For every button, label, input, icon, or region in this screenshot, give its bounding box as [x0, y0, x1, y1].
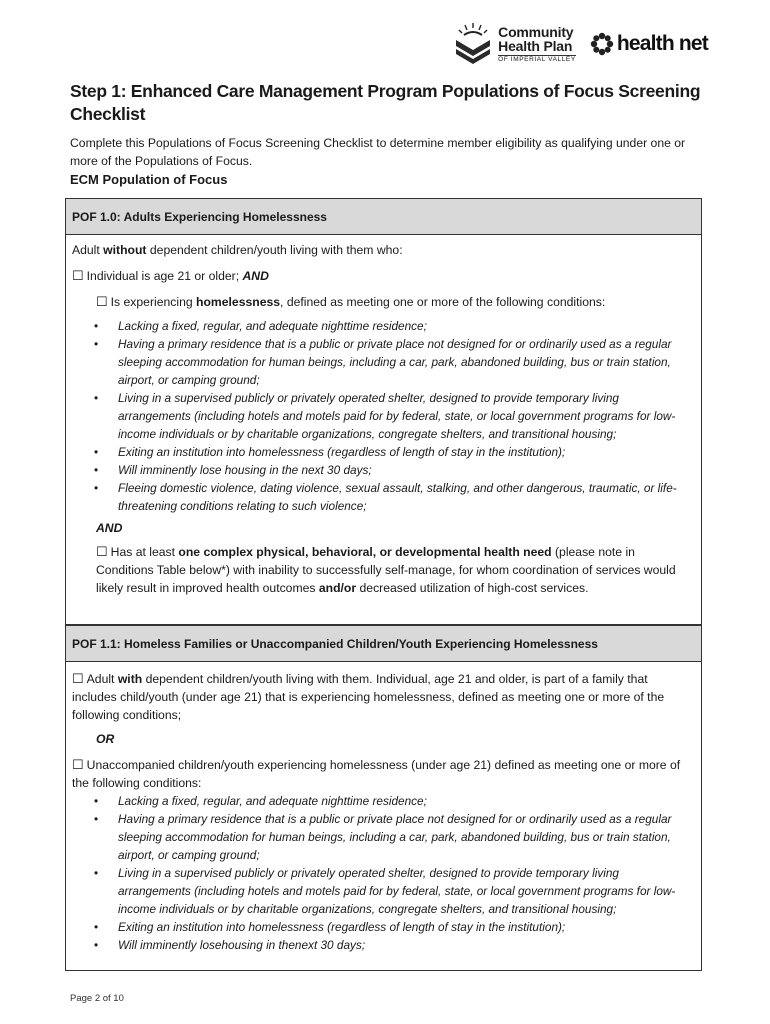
pof-1-0-box: [65, 198, 702, 625]
and-connector: AND: [242, 269, 269, 283]
criterion-age-text: Individual is age 21 or older;: [86, 269, 243, 283]
checkbox[interactable]: ☐: [72, 671, 84, 686]
checkbox[interactable]: ☐: [72, 268, 84, 283]
pof-1-0-title: POF 1.0: Adults Experiencing Homelessness: [66, 199, 701, 235]
pof-1-0-conditions: [72, 317, 695, 515]
condition-item: • Lacking a fixed, regular, and adequate nighttime residence;: [118, 792, 695, 810]
intro-post: dependent children/youth living with them who:: [146, 243, 403, 257]
option1-post: dependent children/youth living with them. Individual, age 21 and older, is part of a family that includes child/youth (under age 21) that is experiencing homelessness, defined as meeting one or more of the following conditions;: [72, 672, 665, 722]
intro-pre: Adult: [72, 243, 104, 257]
criterion-homelessness-bold: homelessness: [196, 295, 281, 309]
page-number: Page 2 of 10: [70, 993, 124, 1004]
pof-1-1-body: [66, 670, 701, 954]
checkbox[interactable]: ☐: [96, 544, 108, 559]
health-need-pre: Has at least: [110, 545, 179, 559]
checkbox[interactable]: ☐: [72, 757, 84, 772]
health-need-bold: one complex physical, behavioral, or developmental health need: [178, 545, 552, 559]
pof-1-1-title: POF 1.1: Homeless Families or Unaccompanied Children/Youth Experiencing Homelessness: [66, 626, 701, 662]
option1-bold: with: [117, 672, 143, 686]
section-heading: ECM Population of Focus: [70, 172, 228, 187]
condition-item: • Having a primary residence that is a public or private place not designed for or ordinarily used as a regular sleeping accommodation for human beings, including a car, park, abandoned building, bus or train station, airport, or camping ground;: [118, 335, 695, 389]
option1-pre: Adult: [86, 672, 118, 686]
logo-line-1: Community: [498, 23, 574, 40]
condition-item: • Living in a supervised publicly or privately operated shelter, designed to provide temporary living arrangements (including hotels and motels paid for by federal, state, or local government programs for low-income individuals or by charitable organizations, congregate shelters, and transitional housing;: [118, 864, 695, 918]
option-with-children[interactable]: [72, 670, 695, 724]
condition-item: • Will imminently losehousing in thenext 30 days;: [118, 936, 695, 954]
condition-item: • Lacking a fixed, regular, and adequate nighttime residence;: [118, 317, 695, 335]
criterion-homelessness[interactable]: [72, 293, 695, 311]
or-label: OR: [96, 732, 115, 746]
logo-line-2: Health Plan: [498, 37, 573, 54]
page-title: Step 1: Enhanced Care Management Program Populations of Focus Screening Checklist: [70, 81, 701, 124]
health-need-post: decreased utilization of high-cost services.: [356, 581, 589, 595]
condition-item: • Exiting an institution into homelessness (regardless of length of stay in the institution);: [118, 918, 695, 936]
pof-1-0-intro: [72, 241, 695, 259]
condition-item: • Fleeing domestic violence, dating violence, sexual assault, stalking, and other dangerous, traumatic, or life-threatening conditions relating to such violence;: [118, 479, 695, 515]
and-label: AND: [96, 521, 123, 535]
criterion-homelessness-post: , defined as meeting one or more of the following conditions:: [280, 295, 606, 309]
health-need-mid: (please note in Conditions Table below*) with inability to successfully self-manage, for whom coordination of services would likely result in improved health outcomes: [96, 545, 676, 595]
header-logos: [452, 16, 708, 72]
checkbox[interactable]: ☐: [96, 294, 108, 309]
condition-item: • Having a primary residence that is a public or private place not designed for or ordinarily used as a regular sleeping accommodation for human beings, including a car, park, abandoned building, bus or train station, airport, or camping ground;: [118, 810, 695, 864]
criterion-age[interactable]: [72, 267, 695, 285]
health-net-icon: [590, 32, 614, 56]
community-health-plan-logo: [452, 20, 576, 68]
logo-line-3: OF IMPERIAL VALLEY: [498, 55, 576, 63]
criterion-health-need[interactable]: [72, 543, 695, 597]
condition-item: • Will imminently lose housing in the next 30 days;: [118, 461, 695, 479]
health-need-bold2: and/or: [318, 581, 357, 595]
option-unaccompanied[interactable]: [72, 756, 695, 792]
condition-item: • Living in a supervised publicly or privately operated shelter, designed to provide temporary living arrangements (including hotels and motels paid for by federal, state, or local government programs for low-income individuals or by charitable organizations, congregate shelters, and transitional housing;: [118, 389, 695, 443]
intro-text: Complete this Populations of Focus Screening Checklist to determine member eligibility as qualifying under one or more of the Populations of Focus.: [70, 136, 686, 168]
criterion-homelessness-pre: Is experiencing: [110, 295, 197, 309]
pof-1-0-body: [66, 241, 701, 597]
option2-text: Unaccompanied children/youth experiencing homelessness (under age 21) defined as meeting one or more of the following conditions:: [72, 758, 681, 790]
pof-1-1-box: [65, 625, 702, 971]
community-health-plan-icon: [452, 20, 494, 68]
condition-item: • Exiting an institution into homelessness (regardless of length of stay in the institution);: [118, 443, 695, 461]
health-net-wordmark: health net: [616, 32, 708, 55]
intro-bold: without: [103, 243, 147, 257]
pof-1-1-conditions: [72, 792, 695, 954]
health-net-logo: [590, 32, 708, 56]
